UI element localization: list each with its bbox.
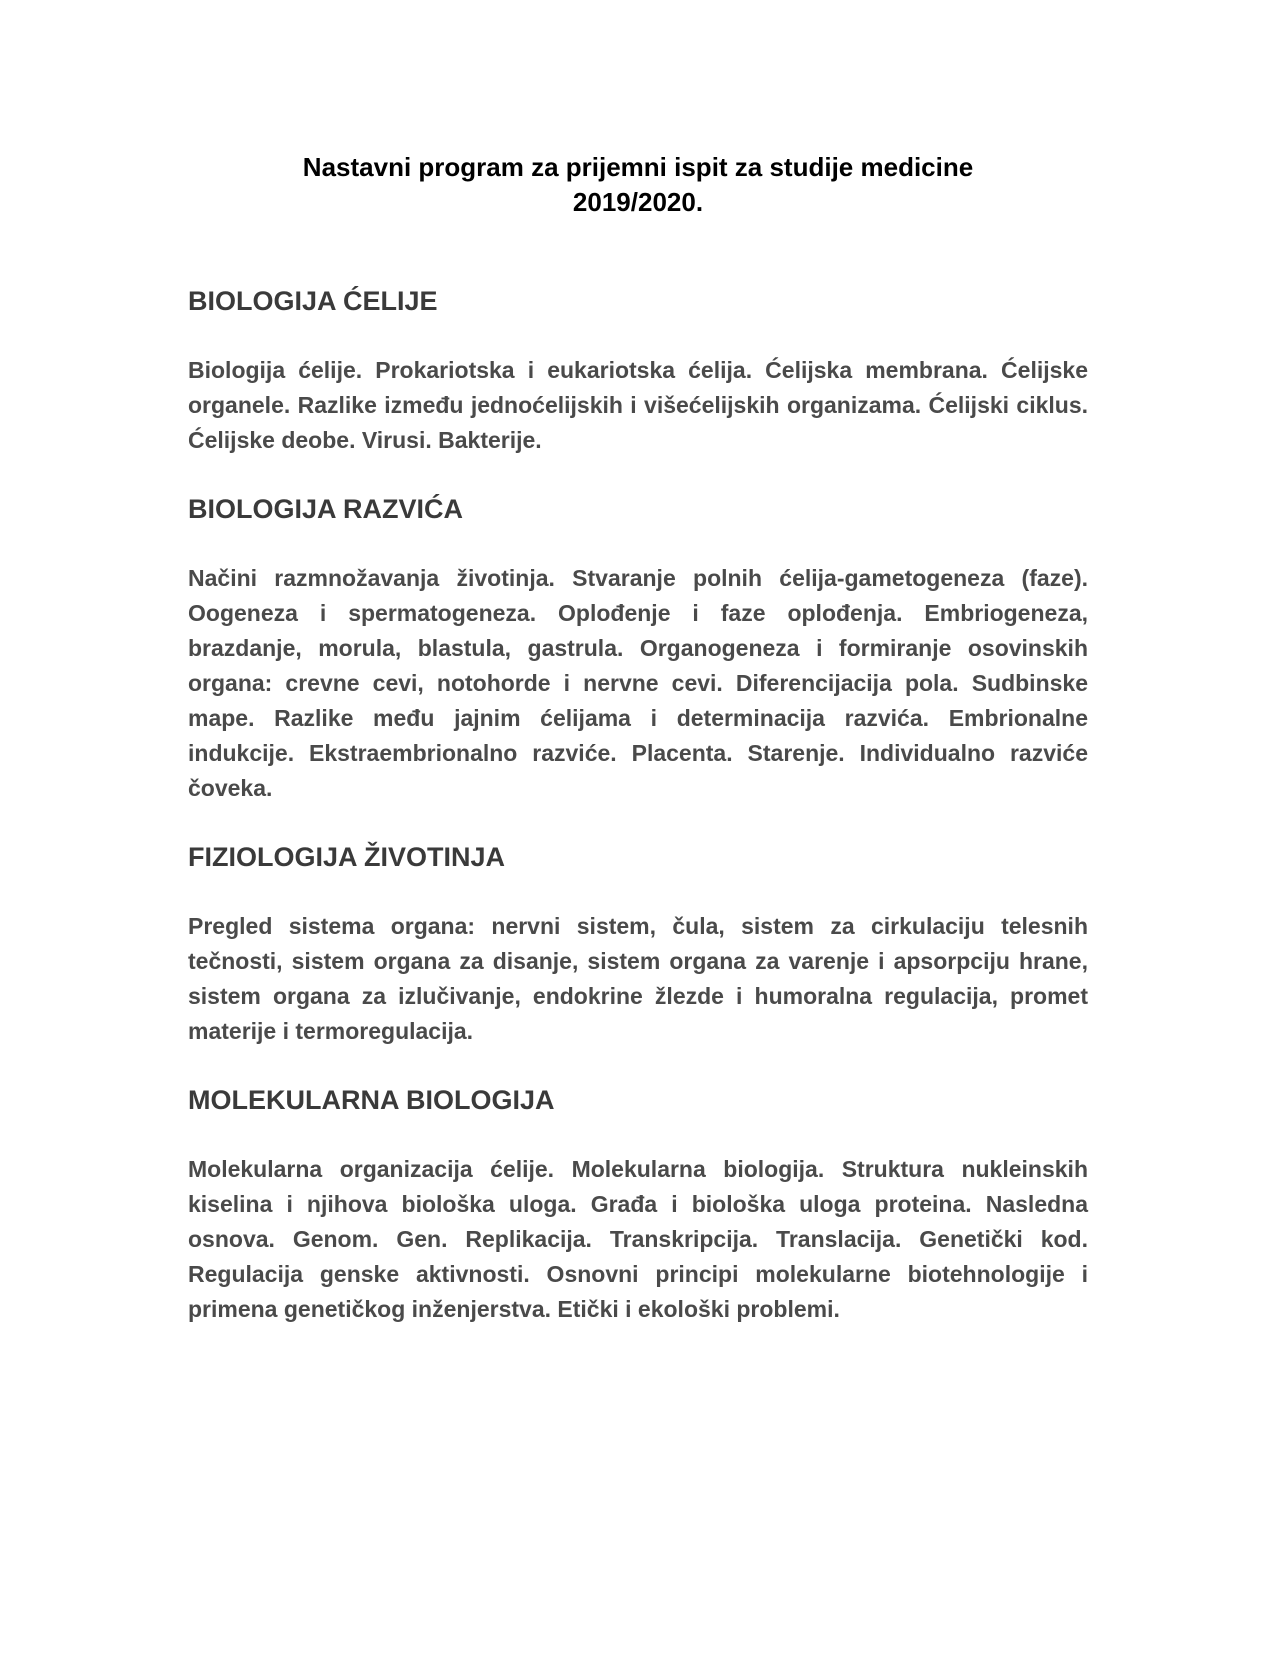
section-molekularna-biologija [188,1082,1088,1327]
section-heading: MOLEKULARNA BIOLOGIJA [188,1085,555,1115]
section-heading: BIOLOGIJA ĆELIJE [188,286,438,316]
section-heading: FIZIOLOGIJA ŽIVOTINJA [188,842,506,872]
section-paragraph: Pregled sistema organa: nervni sistem, čula, sistem za cirkulaciju telesnih tečnosti, sistem organa za disanje, sistem organa za varenje i apsorpciju hrane, sistem organa za izlučivanje, endokrine žlezde i humoralna regulacija, promet materije i termoregulacija. [188,913,1088,1044]
section-fiziologija-zivotinja [188,839,1088,1049]
section-paragraph: Molekularna organizacija ćelije. Molekularna biologija. Struktura nukleinskih kiselina i njihova biološka uloga. Građa i biološka uloga proteina. Nasledna osnova. Genom. Gen. Replikacija. Transkripcija. Translacija. Genetički kod. Regulacija genske aktivnosti. Osnovni principi molekularne biotehnologije i primena genetičkog inženjerstva. Etički i ekološki problemi. [188,1156,1088,1322]
document-title [188,150,1088,220]
section-biologija-razvica [188,491,1088,806]
document-title-line-1: Nastavni program za prijemni ispit za studije medicine [302,152,974,182]
section-biologija-celije [188,283,1088,458]
section-paragraph: Načini razmnožavanja životinja. Stvaranje polnih ćelija-gametogeneza (faze). Oogeneza i spermatogeneza. Oplođenje i faze oplođenja. Embriogeneza, brazdanje, morula, blastula, gastrula. Organogeneza i formiranje osovinskih organa: crevne cevi, notohorde i nervne cevi. Diferencijacija pola. Sudbinske mape. Razlike među jajnim ćelijama i determinacija razvića. Embrionalne indukcije. Ekstraembrionalno razviće. Placenta. Starenje. Individualno razviće čoveka. [188,565,1088,801]
section-heading: BIOLOGIJA RAZVIĆA [188,494,464,524]
section-paragraph: Biologija ćelije. Prokariotska i eukariotska ćelija. Ćelijska membrana. Ćelijske organele. Razlike između jednoćelijskih i višećelijskih organizama. Ćelijski ciklus. Ćelijske deobe. Virusi. Bakterije. [188,357,1088,453]
document-content [188,283,1088,1360]
document-title-line-2: 2019/2020. [572,187,704,217]
